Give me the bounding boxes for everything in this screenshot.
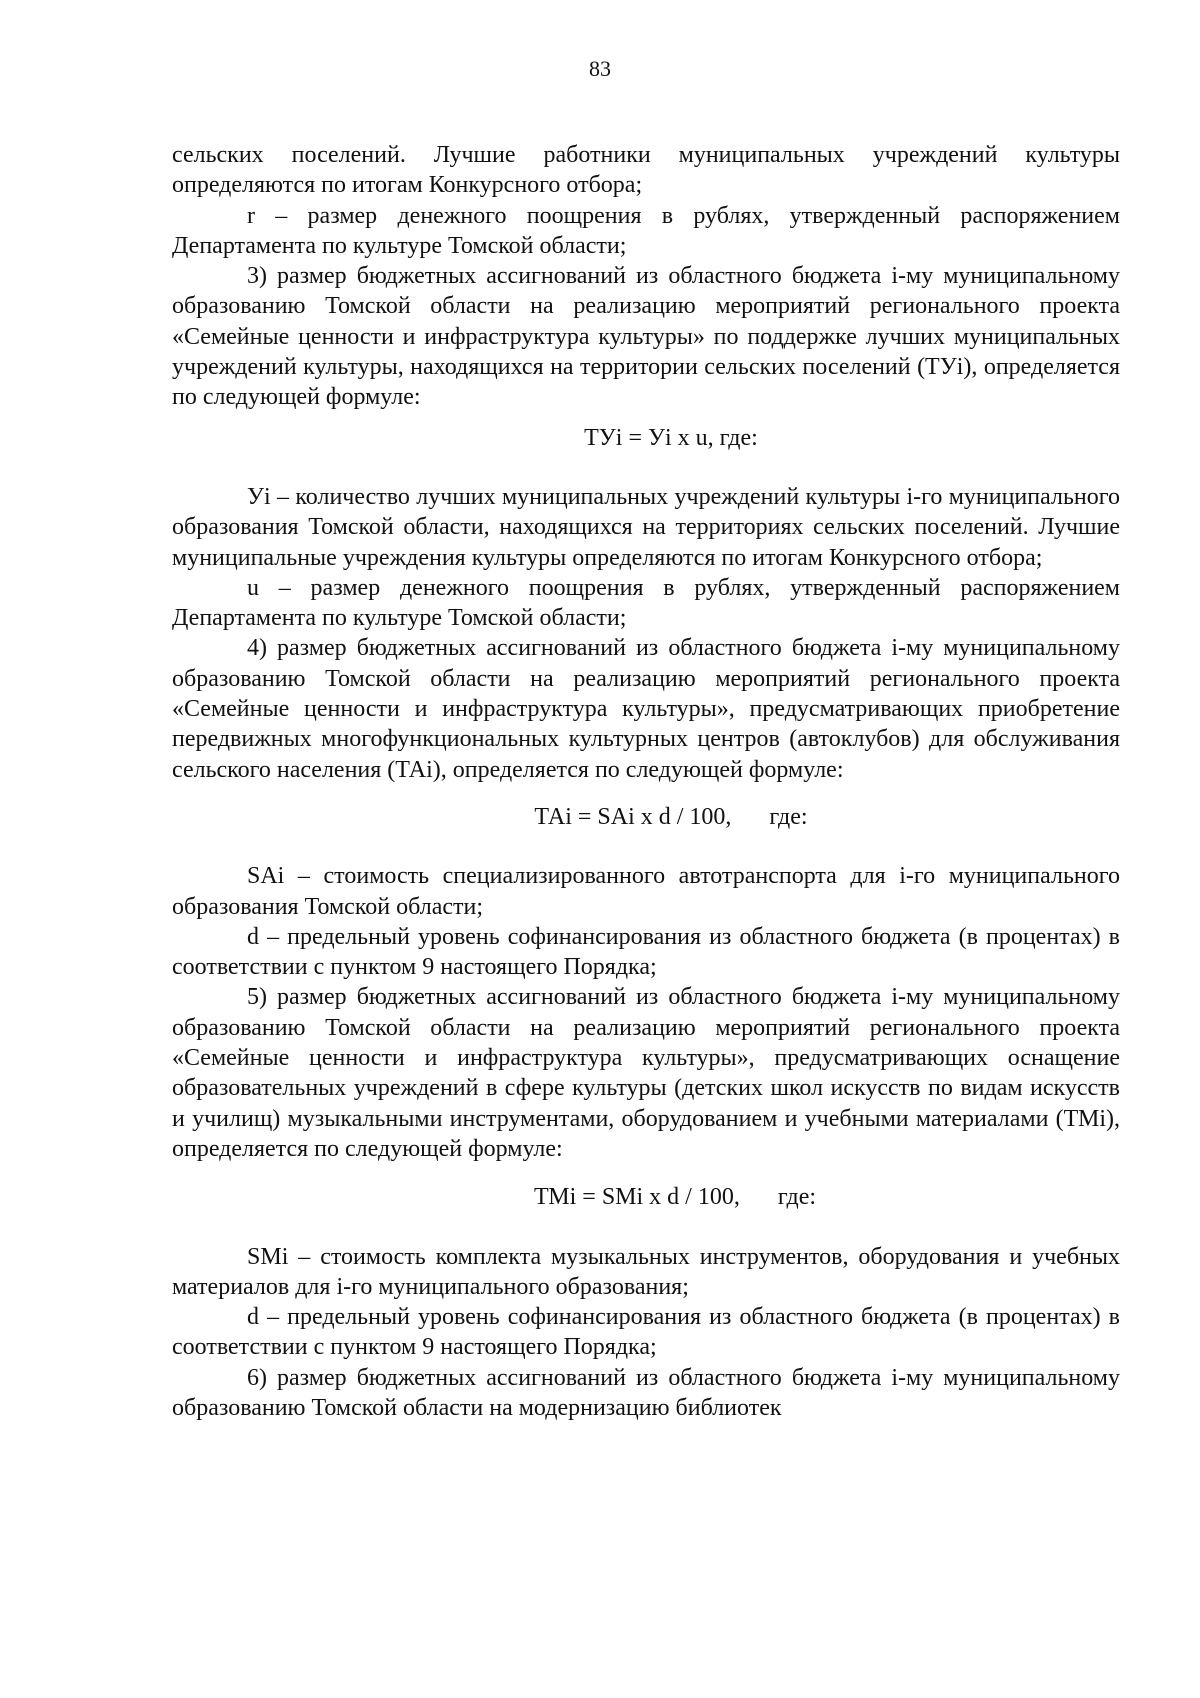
formula-tai-expression: ТАi = SАi x d / 100, xyxy=(534,803,732,830)
formula-tmi-expression: ТМi = SМi x d / 100, xyxy=(533,1184,740,1211)
formula-tmi-suffix: где: xyxy=(777,1184,817,1211)
paragraph-item-6: 6) размер бюджетных ассигнований из областного бюджета i-му муниципальному образованию Томской области на модернизацию библиотек xyxy=(172,1364,1120,1421)
formula-tmi xyxy=(172,1182,1120,1212)
paragraph-u-definition: u – размер денежного поощрения в рублях, утвержденный распоряжением Департамента по культуре Томской области; xyxy=(172,574,1120,632)
paragraph-d-definition: d – предельный уровень софинансирования из областного бюджета (в процентах) в соответствии с пунктом 9 настоящего Порядка; xyxy=(172,923,1120,981)
paragraph-item-3: 3) размер бюджетных ассигнований из областного бюджета i-му муниципальному образованию Томской области на реализацию мероприятий регионального проекта «Семейные ценности и инфраструктура культуры» по поддержке лучших муниципальных учреждений культуры, находящихся на территории сельских поселений (ТУi), определяется по следующей формуле: xyxy=(172,263,1120,411)
paragraph-item-5: 5) размер бюджетных ассигнований из областного бюджета i-му муниципальному образованию Томской области на реализацию мероприятий регионального проекта «Семейные ценности и инфраструктура культуры», предусматривающих оснащение образовательных учреждений в сфере культуры (детских школ искусств по видам искусств и училищ) музыкальными инструментами, оборудованием и учебными материалами (ТМi), определяется по следующей формуле: xyxy=(172,984,1120,1162)
paragraph-sai-definition: SАi – стоимость специализированного автотранспорта для i-го муниципального образования Томской области; xyxy=(172,863,1120,920)
paragraph-rural-workers-continuation: сельских поселений. Лучшие работники муниципальных учреждений культуры определяются по итогам Конкурсного отбора; xyxy=(172,142,1120,199)
page-number: 83 xyxy=(589,56,611,81)
paragraph-item-4: 4) размер бюджетных ассигнований из областного бюджета i-му муниципальному образованию Томской области на реализацию мероприятий регионального проекта «Семейные ценности и инфраструктура культуры», предусматривающих приобретение передвижных многофункциональных культурных центров (автоклубов) для обслуживания сельского населения (ТАi), определяется по следующей формуле: xyxy=(172,635,1120,783)
paragraph-ui-definition: Уi – количество лучших муниципальных учреждений культуры i-го муниципального образования Томской области, находящихся на территориях сельских поселений. Лучшие муниципальные учреждения культуры определяются по итогам Конкурсного отбора; xyxy=(172,483,1120,571)
formula-tai xyxy=(172,802,1120,832)
paragraph-d-definition-repeat: d – предельный уровень софинансирования из областного бюджета (в процентах) в соответствии с пунктом 9 настоящего Порядка; xyxy=(172,1304,1120,1361)
formula-tui: ТУi = Уi x u, где: xyxy=(584,424,758,451)
document-body xyxy=(172,140,1120,1423)
paragraph-r-definition: r – размер денежного поощрения в рублях, утвержденный распоряжением Департамента по культуре Томской области; xyxy=(172,202,1120,259)
formula-tai-suffix: где: xyxy=(769,803,808,830)
paragraph-smi-definition: SМi – стоимость комплекта музыкальных инструментов, оборудования и учебных материалов для i-го муниципального образования; xyxy=(172,1243,1120,1300)
